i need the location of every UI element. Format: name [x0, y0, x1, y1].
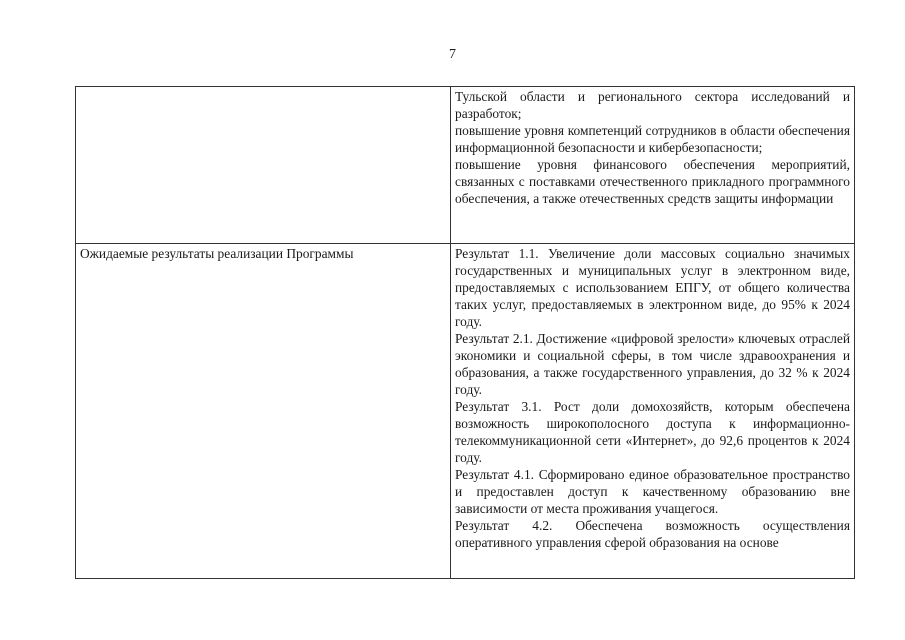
table-cell-right: [451, 244, 855, 579]
result-item: Результат 4.2. Обеспечена возможность осуществления оперативного управления сферой образования на основе: [455, 518, 850, 550]
table-cell-left: Ожидаемые результаты реализации Программы: [76, 244, 451, 579]
program-table: [75, 86, 855, 579]
result-item: Результат 4.1. Сформировано единое образовательное пространство и предоставлен доступ к качественному образованию вне зависимости от места проживания учащегося.: [455, 467, 850, 516]
table-row: [76, 87, 855, 244]
paragraph: повышение уровня финансового обеспечения мероприятий, связанных с поставками отечественного прикладного программного обеспечения, а также отечественных средств защиты информации: [455, 157, 850, 206]
paragraph: Тульской области и регионального сектора исследований и разработок;: [455, 89, 850, 121]
result-item: Результат 2.1. Достижение «цифровой зрелости» ключевых отраслей экономики и социальной сферы, в том числе здравоохранения и образования, а также государственного управления, до 32 % к 2024 году.: [455, 331, 850, 397]
results-list: [455, 245, 850, 578]
paragraph: повышение уровня компетенций сотрудников в области обеспечения информационной безопасности и кибербезопасности;: [455, 123, 850, 155]
table-cell-left: [76, 87, 451, 244]
page-number: 7: [449, 47, 456, 62]
result-item: Результат 3.1. Рост доли домохозяйств, которым обеспечена возможность широкополосного доступа к информационно-телекоммуникационной сети «Интернет», до 92,6 процентов к 2024 году.: [455, 399, 850, 465]
table-cell-right: [451, 87, 855, 244]
table-row: [76, 244, 855, 579]
result-item: Результат 1.1. Увеличение доли массовых социально значимых государственных и муниципальных услуг в электронном виде, предоставляемых с использованием ЕПГУ, от общего количества таких услуг, предоставляемых в электронном виде, до 95% к 2024 году.: [455, 246, 850, 329]
